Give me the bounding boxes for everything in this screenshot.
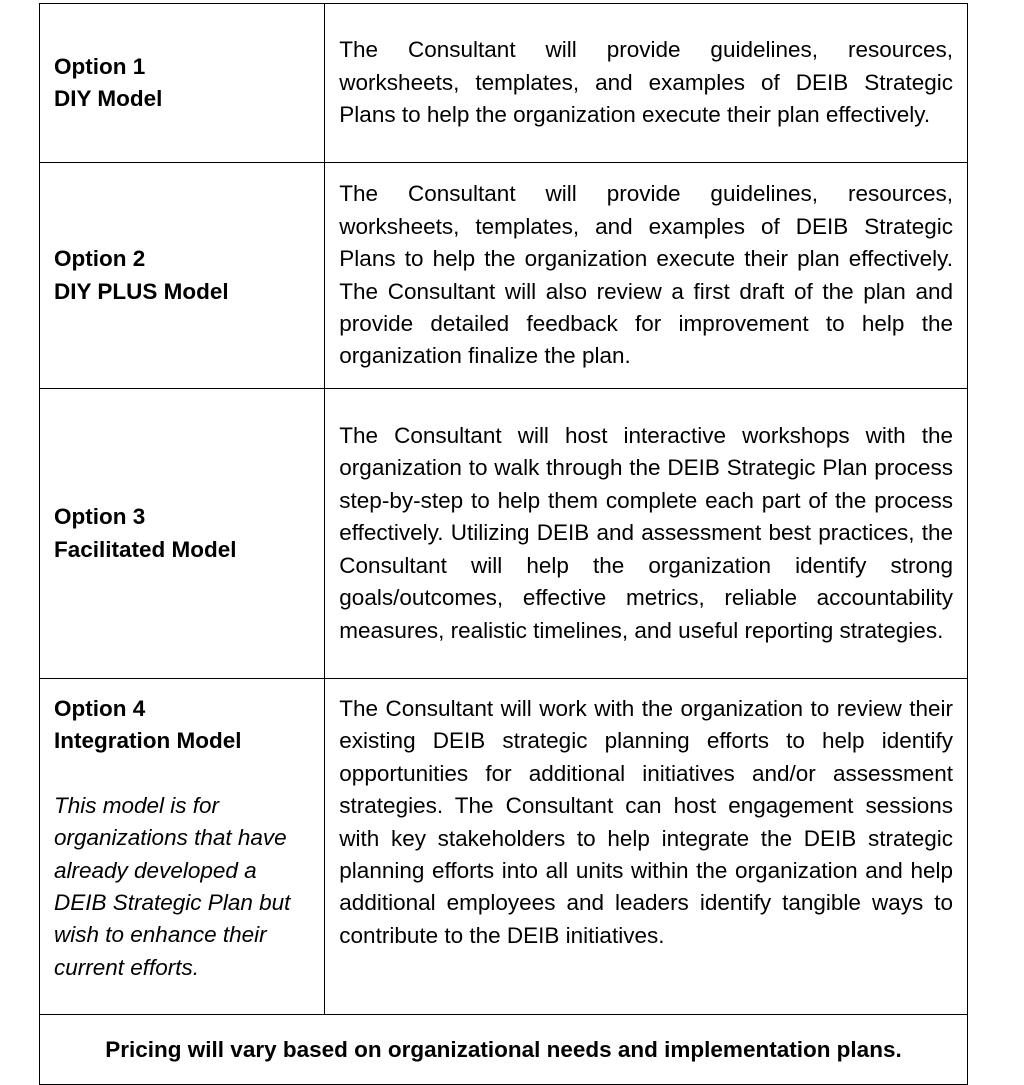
- option-description-cell: [325, 679, 968, 1015]
- option-name: Integration Model: [54, 728, 242, 754]
- pricing-note: Pricing will vary based on organizational needs and implementation plans.: [40, 1015, 968, 1085]
- option-description: The Consultant will provide guidelines, resources, worksheets, templates, and examples of DEIB Strategic Plans to help the organization execute their plan effectively. The Consultant will also review a first draft of the plan and provide detailed feedback for improvement to help the organization finalize the plan.: [339, 181, 953, 369]
- option-row: [40, 4, 968, 163]
- option-label-cell: [40, 389, 325, 679]
- option-title: Option 3: [54, 504, 146, 530]
- option-label-cell: [40, 4, 325, 163]
- option-description-cell: [325, 163, 968, 389]
- option-title: Option 2: [54, 246, 146, 272]
- option-description-cell: [325, 4, 968, 163]
- option-note: This model is for organizations that have already developed a DEIB Strategic Plan but wish to enhance their current efforts.: [54, 792, 291, 980]
- option-label-cell: [40, 163, 325, 389]
- option-name: DIY Model: [54, 86, 163, 111]
- options-table: [39, 3, 968, 1085]
- option-row: [40, 389, 968, 679]
- option-row: [40, 679, 968, 1015]
- option-description-cell: [325, 389, 968, 679]
- option-row: [40, 163, 968, 389]
- option-title: Option 4: [54, 696, 146, 721]
- option-description: The Consultant will host interactive workshops with the organization to walk through the DEIB Strategic Plan process step-by-step to help them complete each part of the process effectively. Utilizing DEIB and assessment best practices, the Consultant will help the organization identify strong goals/outcomes, effective metrics, reliable accountability measures, realistic timelines, and useful reporting strategies.: [339, 423, 953, 643]
- option-description: The Consultant will work with the organization to review their existing DEIB strategic planning efforts to help identify opportunities for additional initiatives and/or assessment strategies. The Consultant can host engagement sessions with key stakeholders to help integrate the DEIB strategic planning efforts into all units within the organization and help additional employees and leaders identify tangible ways to contribute to the DEIB initiatives.: [339, 696, 953, 948]
- option-description: The Consultant will provide guidelines, resources, worksheets, templates, and examples of DEIB Strategic Plans to help the organization execute their plan effectively.: [339, 37, 953, 128]
- option-name: DIY PLUS Model: [54, 278, 229, 304]
- option-title: Option 1: [54, 53, 146, 79]
- pricing-row: [40, 1015, 968, 1085]
- option-name: Facilitated Model: [54, 536, 237, 562]
- option-label-cell: [40, 679, 325, 1015]
